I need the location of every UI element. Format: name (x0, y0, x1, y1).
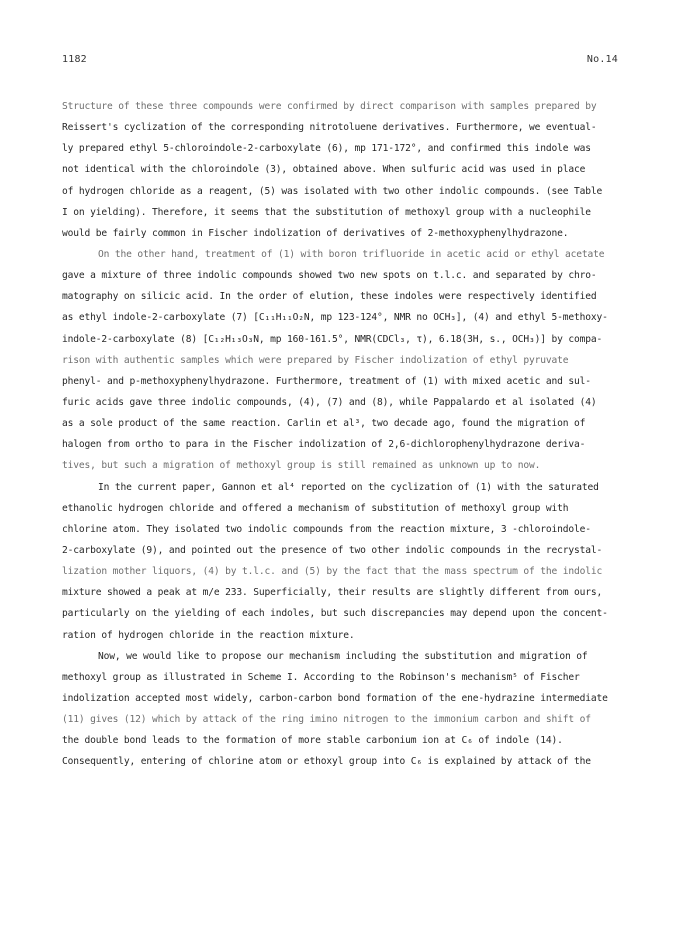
text-line: would be fairly common in Fischer indolization of derivatives of 2-methoxyphenylhydrazone. (62, 227, 569, 239)
text-line: ration of hydrogen chloride in the reaction mixture. (62, 629, 355, 641)
text-line: tives, but such a migration of methoxyl group is still remained as unknown up to now. (62, 460, 541, 472)
text-line: 2-carboxylate (9), and pointed out the presence of two other indolic compounds in the recrystal- (62, 544, 603, 556)
text-line: halogen from ortho to para in the Fischer indolization of 2,6-dichlorophenylhydrazone deriva- (62, 439, 586, 451)
text-line: matography on silicic acid. In the order of elution, these indoles were respectively identified (62, 291, 597, 303)
text-line: ly prepared ethyl 5-chloroindole-2-carboxylate (6), mp 171-172°, and confirmed this indole was (62, 143, 591, 155)
text-line: In the current paper, Gannon et al⁴ reported on the cyclization of (1) with the saturated (98, 481, 599, 493)
page-number: 1182 (62, 54, 87, 65)
text-line: rison with authentic samples which were prepared by Fischer indolization of ethyl pyruvate (62, 354, 569, 366)
text-line: I on yielding). Therefore, it seems that the substitution of methoxyl group with a nucleophile (62, 206, 591, 218)
body-text (62, 96, 618, 773)
text-line: lization mother liquors, (4) by t.l.c. and (5) by the fact that the mass spectrum of the indolic (62, 566, 603, 578)
text-line: Consequently, entering of chlorine atom or ethoxyl group into C₆ is explained by attack of the (62, 756, 591, 768)
text-line: chlorine atom. They isolated two indolic compounds from the reaction mixture, 3 -chloroindole- (62, 523, 591, 535)
text-line: ethanolic hydrogen chloride and offered a mechanism of substitution of methoxyl group with (62, 502, 569, 514)
text-line: methoxyl group as illustrated in Scheme I. According to the Robinson's mechanism⁵ of Fischer (62, 671, 580, 683)
text-line: not identical with the chloroindole (3), obtained above. When sulfuric acid was used in place (62, 164, 586, 176)
text-line: the double bond leads to the formation of more stable carbonium ion at C₆ of indole (14). (62, 735, 563, 747)
text-line: gave a mixture of three indolic compounds showed two new spots on t.l.c. and separated by chro- (62, 270, 597, 282)
text-line: Now, we would like to propose our mechanism including the substitution and migration of (98, 650, 588, 662)
text-line: as ethyl indole-2-carboxylate (7) [C₁₁H₁₁O₂N, mp 123-124°, NMR no OCH₃], (4) and ethyl 5-methoxy- (62, 312, 608, 324)
text-line: mixture showed a peak at m/e 233. Superficially, their results are slightly different from ours, (62, 587, 603, 599)
text-line: indolization accepted most widely, carbon-carbon bond formation of the ene-hydrazine intermediate (62, 692, 608, 704)
issue-number: No.14 (586, 54, 618, 65)
text-line: On the other hand, treatment of (1) with boron trifluoride in acetic acid or ethyl acetate (98, 248, 605, 260)
text-line: indole-2-carboxylate (8) [C₁₂H₁₃O₃N, mp 160-161.5°, NMR(CDCl₃, τ), 6.18(3H, s., OCH₃)] by compa- (62, 333, 603, 345)
text-line: phenyl- and p-methoxyphenylhydrazone. Furthermore, treatment of (1) with mixed acetic and sul- (62, 375, 591, 387)
text-line: Structure of these three compounds were confirmed by direct comparison with samples prepared by (62, 101, 597, 112)
text-line: as a sole product of the same reaction. Carlin et al³, two decade ago, found the migration of (62, 418, 586, 430)
text-line: furic acids gave three indolic compounds, (4), (7) and (8), while Pappalardo et al isolated (4) (62, 396, 597, 408)
text-line: of hydrogen chloride as a reagent, (5) was isolated with two other indolic compounds. (see Table (62, 185, 603, 197)
text-line: particularly on the yielding of each indoles, but such discrepancies may depend upon the concent- (62, 608, 608, 620)
text-line: Reissert's cyclization of the corresponding nitrotoluene derivatives. Furthermore, we eventual- (62, 122, 597, 134)
text-line: (11) gives (12) which by attack of the ring imino nitrogen to the immonium carbon and shift of (62, 714, 591, 726)
